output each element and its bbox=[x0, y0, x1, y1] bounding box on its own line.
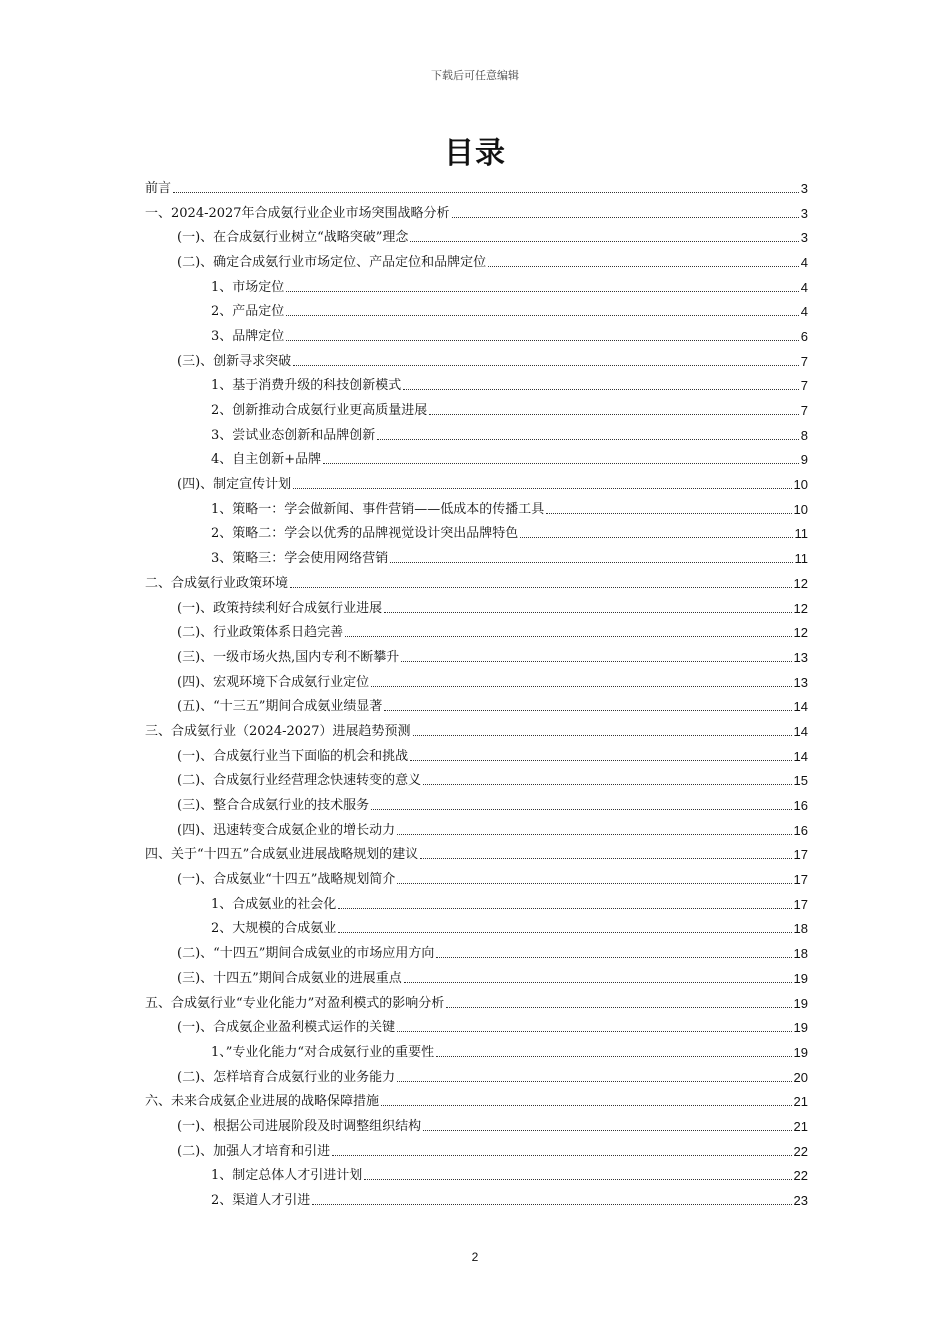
toc-entry-page: 18 bbox=[793, 946, 808, 962]
toc-entry[interactable] bbox=[145, 176, 808, 201]
toc-entry[interactable] bbox=[145, 1114, 808, 1139]
toc-entry-page: 16 bbox=[793, 822, 808, 838]
toc-leader-dots bbox=[338, 896, 791, 909]
toc-leader-dots bbox=[420, 846, 791, 859]
toc-entry[interactable] bbox=[145, 1089, 808, 1114]
toc-entry[interactable] bbox=[145, 201, 808, 226]
toc-leader-dots bbox=[404, 970, 792, 983]
toc-entry-title: (一)、根据公司进展阶段及时调整组织结构 bbox=[177, 1118, 422, 1134]
toc-entry[interactable] bbox=[145, 843, 808, 868]
toc-entry-page: 7 bbox=[800, 378, 808, 394]
toc-entry-title: 一、2024-2027年合成氨行业企业市场突围战略分析 bbox=[145, 205, 450, 221]
toc-entry-title: 三、合成氨行业（2024-2027）进展趋势预测 bbox=[145, 723, 411, 739]
toc-leader-dots bbox=[436, 945, 791, 958]
toc-leader-dots bbox=[423, 1118, 791, 1131]
toc-entry-page: 4 bbox=[800, 254, 808, 270]
toc-leader-dots bbox=[345, 624, 791, 637]
toc-leader-dots bbox=[323, 451, 799, 464]
toc-entry-page: 22 bbox=[793, 1168, 808, 1184]
toc-entry-title: (五)、“十三五”期间合成氨业绩显著 bbox=[177, 699, 383, 715]
toc-entry-page: 15 bbox=[793, 773, 808, 789]
toc-entry[interactable] bbox=[145, 448, 808, 473]
toc-entry-title: (一)、合成氨行业当下面临的机会和挑战 bbox=[177, 748, 409, 764]
toc-entry-title: 1、”专业化能力“对合成氨行业的重要性 bbox=[211, 1044, 435, 1060]
toc-entry-page: 10 bbox=[793, 477, 808, 493]
toc-entry[interactable] bbox=[145, 349, 808, 374]
toc-entry-page: 3 bbox=[800, 205, 808, 221]
toc-entry-page: 12 bbox=[793, 575, 808, 591]
toc-entry[interactable] bbox=[145, 299, 808, 324]
toc-leader-dots bbox=[390, 550, 792, 563]
toc-entry-page: 19 bbox=[793, 970, 808, 986]
toc-entry-page: 12 bbox=[793, 625, 808, 641]
toc-entry[interactable] bbox=[145, 423, 808, 448]
toc-leader-dots bbox=[397, 871, 791, 884]
toc-entry-page: 14 bbox=[793, 699, 808, 715]
toc-entry[interactable] bbox=[145, 275, 808, 300]
toc-leader-dots bbox=[520, 525, 792, 538]
toc-entry[interactable] bbox=[145, 398, 808, 423]
toc-entry-title: (三)、一级市场火热,国内专利不断攀升 bbox=[177, 649, 400, 665]
toc-entry-page: 13 bbox=[793, 674, 808, 690]
toc-leader-dots bbox=[286, 303, 798, 316]
toc-entry-title: (四)、制定宣传计划 bbox=[177, 477, 292, 493]
toc-entry-title: (三)、十四五”期间合成氨业的进展重点 bbox=[177, 970, 402, 986]
toc-entry-page: 21 bbox=[793, 1094, 808, 1110]
toc-entry-title: (一)、合成氨业“十四五”战略规划简介 bbox=[177, 872, 396, 888]
toc-leader-dots bbox=[397, 822, 791, 835]
page-number: 2 bbox=[471, 1250, 479, 1264]
toc-leader-dots bbox=[429, 402, 798, 415]
toc-entry[interactable] bbox=[145, 1065, 808, 1090]
header-note: 下载后可任意编辑 bbox=[431, 69, 519, 82]
toc-entry-page: 10 bbox=[793, 501, 808, 517]
toc-leader-dots bbox=[452, 205, 799, 218]
toc-entry[interactable] bbox=[145, 793, 808, 818]
toc-entry-page: 14 bbox=[793, 723, 808, 739]
toc-leader-dots bbox=[397, 1069, 791, 1082]
toc-entry-page: 7 bbox=[800, 353, 808, 369]
toc-entry[interactable] bbox=[145, 1188, 808, 1213]
toc-entry[interactable] bbox=[145, 941, 808, 966]
toc-entry-page: 16 bbox=[793, 798, 808, 814]
toc-entry-page: 17 bbox=[793, 847, 808, 863]
toc-leader-dots bbox=[410, 748, 791, 761]
toc-entry[interactable] bbox=[145, 571, 808, 596]
toc-entry[interactable] bbox=[145, 596, 808, 621]
toc-entry[interactable] bbox=[145, 769, 808, 794]
toc-entry[interactable] bbox=[145, 966, 808, 991]
toc-entry[interactable] bbox=[145, 991, 808, 1016]
toc-entry-title: (二)、确定合成氨行业市场定位、产品定位和品牌定位 bbox=[177, 254, 487, 270]
toc-entry[interactable] bbox=[145, 324, 808, 349]
toc-leader-dots bbox=[364, 1167, 791, 1180]
toc-entry[interactable] bbox=[145, 1040, 808, 1065]
toc-entry-title: (二)、加强人才培育和引进 bbox=[177, 1143, 331, 1159]
toc-leader-dots bbox=[546, 501, 791, 514]
toc-entry-title: 4、自主创新+品牌 bbox=[211, 452, 322, 468]
toc-entry-title: 3、尝试业态创新和品牌创新 bbox=[211, 427, 376, 443]
toc-entry-title: 四、关于“十四五”合成氨业进展战略规划的建议 bbox=[145, 847, 419, 863]
toc-entry[interactable] bbox=[145, 670, 808, 695]
toc-entry-title: 前言 bbox=[145, 180, 172, 196]
toc-entry[interactable] bbox=[145, 250, 808, 275]
toc-entry-page: 21 bbox=[793, 1118, 808, 1134]
toc-entry[interactable] bbox=[145, 546, 808, 571]
toc-entry-page: 17 bbox=[793, 872, 808, 888]
toc-entry-title: 1、市场定位 bbox=[211, 279, 285, 295]
toc-leader-dots bbox=[173, 180, 799, 193]
toc-leader-dots bbox=[423, 772, 791, 785]
toc-entry-title: 3、策略三：学会使用网络营销 bbox=[211, 551, 389, 567]
toc-entry-title: (三)、整合合成氨行业的技术服务 bbox=[177, 798, 370, 814]
toc-entry-page: 17 bbox=[793, 896, 808, 912]
toc-entry[interactable] bbox=[145, 719, 808, 744]
toc-entry-page: 18 bbox=[793, 921, 808, 937]
toc-entry-title: 1、合成氨业的社会化 bbox=[211, 896, 337, 912]
toc-entry-title: (四)、宏观环境下合成氨行业定位 bbox=[177, 674, 370, 690]
toc-entry[interactable] bbox=[145, 1164, 808, 1189]
toc-entry-page: 13 bbox=[793, 649, 808, 665]
toc-entry[interactable] bbox=[145, 892, 808, 917]
toc-leader-dots bbox=[371, 797, 791, 810]
toc-entry-page: 20 bbox=[793, 1069, 808, 1085]
toc-entry-title: 1、制定总体人才引进计划 bbox=[211, 1168, 363, 1184]
toc-entry-page: 3 bbox=[800, 230, 808, 246]
toc-entry-title: (一)、政策持续利好合成氨行业进展 bbox=[177, 600, 383, 616]
toc-entry-title: 1、基于消费升级的科技创新模式 bbox=[211, 378, 402, 394]
toc-leader-dots bbox=[446, 995, 791, 1008]
toc-entry-title: 二、合成氨行业政策环境 bbox=[145, 575, 289, 591]
toc-leader-dots bbox=[384, 698, 791, 711]
toc-entry[interactable] bbox=[145, 645, 808, 670]
toc-entry-page: 8 bbox=[800, 427, 808, 443]
toc-entry-title: 2、策略二：学会以优秀的品牌视觉设计突出品牌特色 bbox=[211, 526, 519, 542]
toc-entry-page: 14 bbox=[793, 748, 808, 764]
toc-entry[interactable] bbox=[145, 225, 808, 250]
toc-entry[interactable] bbox=[145, 497, 808, 522]
toc-entry-title: 3、品牌定位 bbox=[211, 328, 285, 344]
toc-entry-title: (二)、合成氨行业经营理念快速转变的意义 bbox=[177, 773, 422, 789]
toc-entry-page: 4 bbox=[800, 304, 808, 320]
toc-entry-title: 2、大规模的合成氨业 bbox=[211, 921, 337, 937]
toc-leader-dots bbox=[293, 353, 799, 366]
toc-leader-dots bbox=[338, 920, 791, 933]
toc-entry-page: 12 bbox=[793, 600, 808, 616]
toc-entry[interactable] bbox=[145, 522, 808, 547]
toc-entry[interactable] bbox=[145, 744, 808, 769]
toc-leader-dots bbox=[332, 1143, 791, 1156]
toc-entry-page: 19 bbox=[793, 1044, 808, 1060]
toc-entry[interactable] bbox=[145, 1015, 808, 1040]
toc-entry[interactable] bbox=[145, 917, 808, 942]
toc-leader-dots bbox=[384, 600, 791, 613]
toc-leader-dots bbox=[293, 476, 791, 489]
toc-leader-dots bbox=[377, 427, 798, 440]
toc-entry-page: 4 bbox=[800, 279, 808, 295]
toc-leader-dots bbox=[290, 575, 792, 588]
toc-entry-title: 2、创新推动合成氨行业更高质量进展 bbox=[211, 403, 428, 419]
toc-entry-title: (四)、迅速转变合成氨企业的增长动力 bbox=[177, 822, 396, 838]
toc-entry[interactable] bbox=[145, 867, 808, 892]
toc-entry-page: 7 bbox=[800, 403, 808, 419]
toc-leader-dots bbox=[397, 1019, 791, 1032]
toc-leader-dots bbox=[488, 254, 799, 267]
toc-leader-dots bbox=[312, 1192, 791, 1205]
toc-entry[interactable] bbox=[145, 472, 808, 497]
toc-entry-page: 19 bbox=[793, 1020, 808, 1036]
toc-entry-page: 23 bbox=[793, 1193, 808, 1209]
toc-entry-title: (二)、“十四五”期间合成氨业的市场应用方向 bbox=[177, 946, 435, 962]
toc-leader-dots bbox=[371, 674, 791, 687]
toc-entry-page: 11 bbox=[794, 551, 808, 567]
toc-leader-dots bbox=[401, 649, 791, 662]
toc-entry[interactable] bbox=[145, 818, 808, 843]
toc-entry-page: 19 bbox=[793, 995, 808, 1011]
toc-leader-dots bbox=[413, 723, 792, 736]
toc-entry-title: (二)、怎样培育合成氨行业的业务能力 bbox=[177, 1069, 396, 1085]
toc-entry-page: 9 bbox=[800, 452, 808, 468]
toc-entry[interactable] bbox=[145, 620, 808, 645]
toc-entry-page: 3 bbox=[800, 180, 808, 196]
toc-leader-dots bbox=[436, 1044, 791, 1057]
toc-leader-dots bbox=[286, 328, 798, 341]
toc-entry-title: (一)、合成氨企业盈利模式运作的关键 bbox=[177, 1020, 396, 1036]
toc-entry[interactable] bbox=[145, 1139, 808, 1164]
toc-entry[interactable] bbox=[145, 694, 808, 719]
toc-entry-page: 22 bbox=[793, 1143, 808, 1159]
toc-entry-title: (三)、创新寻求突破 bbox=[177, 353, 292, 369]
toc-leader-dots bbox=[403, 377, 798, 390]
toc-entry-page: 11 bbox=[794, 526, 808, 542]
toc-entry[interactable] bbox=[145, 374, 808, 399]
toc-entry-title: 五、合成氨行业“专业化能力”对盈利模式的影响分析 bbox=[145, 995, 445, 1011]
toc-entry-title: 1、策略一：学会做新闻、事件营销——低成本的传播工具 bbox=[211, 501, 545, 517]
toc-leader-dots bbox=[381, 1093, 792, 1106]
toc-entry-title: 2、产品定位 bbox=[211, 304, 285, 320]
toc-leader-dots bbox=[286, 279, 798, 292]
toc-entry-title: 2、渠道人才引进 bbox=[211, 1193, 311, 1209]
toc-leader-dots bbox=[410, 229, 798, 242]
toc-title: 目录 bbox=[444, 136, 506, 171]
table-of-contents bbox=[145, 176, 808, 1213]
toc-entry-title: 六、未来合成氨企业进展的战略保障措施 bbox=[145, 1094, 380, 1110]
toc-entry-title: (二)、行业政策体系日趋完善 bbox=[177, 625, 344, 641]
toc-entry-page: 6 bbox=[800, 328, 808, 344]
toc-entry-title: (一)、在合成氨行业树立“战略突破”理念 bbox=[177, 230, 409, 246]
